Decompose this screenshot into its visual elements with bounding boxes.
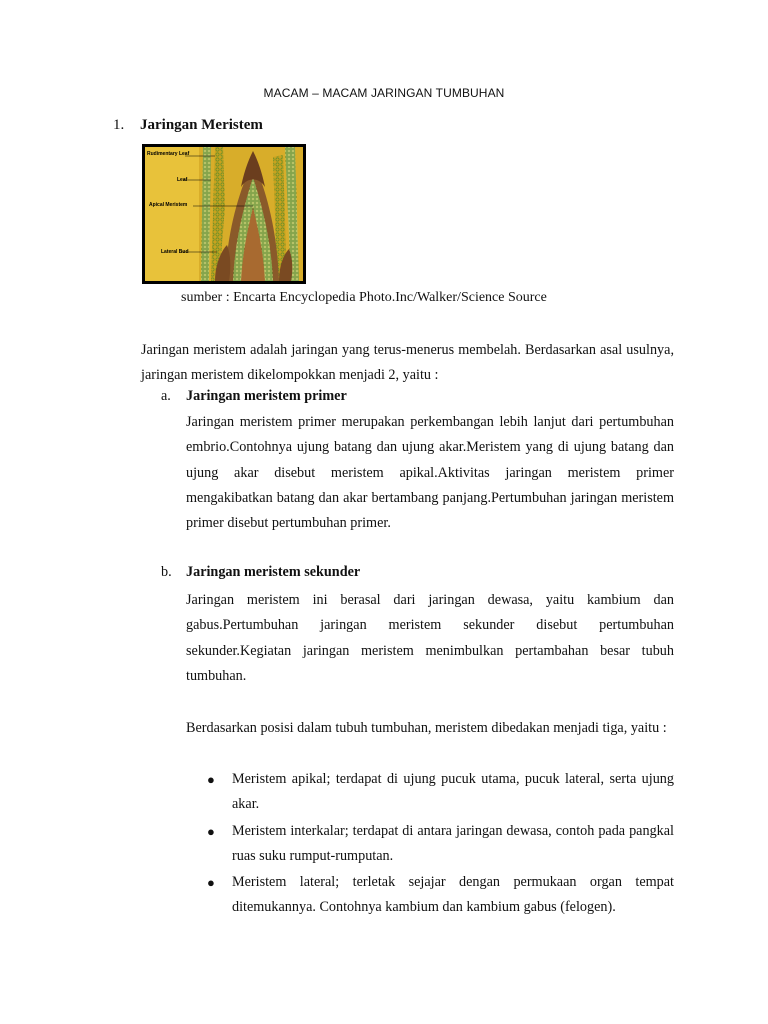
list-item [200,767,674,818]
meristem-position-list [200,767,674,922]
section-title: Jaringan Meristem [140,117,263,133]
subsection-a-heading [161,388,347,405]
list-item [200,819,674,870]
page-title: MACAM – MACAM JARINGAN TUMBUHAN [263,86,505,100]
label-leaf: Leaf [177,177,188,183]
position-intro-paragraph: Berdasarkan posisi dalam tubuh tumbuhan, meristem dibedakan menjadi tiga, yaitu : [186,720,667,736]
meristem-illustration [145,147,303,281]
meristem-figure [142,144,306,284]
subsection-b-title: Jaringan meristem sekunder [186,564,361,580]
subsection-b-heading [161,564,360,581]
list-item-text: Meristem apikal; terdapat di ujung pucuk utama, pucuk lateral, serta ujung akar. [232,771,674,813]
bullet-icon: ● [207,875,215,891]
section-number: 1. [113,117,125,133]
list-item-text: Meristem lateral; terletak sejajar dengan permukaan organ tempat ditemukannya. Contohnya kambium dan kambium gabus (felogen). [232,874,674,916]
subsection-b-label: b. [161,564,172,580]
section-heading [113,117,263,134]
bullet-icon: ● [207,823,215,839]
list-item-text: Meristem interkalar; terdapat di antara jaringan dewasa, contoh pada pangkal ruas suku rumput-rumputan. [232,822,674,864]
intro-paragraph: Jaringan meristem adalah jaringan yang terus-menerus membelah. Berdasarkan asal usulnya, jaringan meristem dikelompokkan menjadi 2, yaitu : [141,342,674,384]
label-lateral-bud: Lateral Bud [161,249,189,255]
label-apical-meristem: Apical Meristem [149,202,188,208]
bullet-icon: ● [207,772,215,787]
subsection-a-label: a. [161,388,171,404]
subsection-a-title: Jaringan meristem primer [186,388,347,404]
figure-source: sumber : Encarta Encyclopedia Photo.Inc/Walker/Science Source [181,290,547,305]
list-item [200,870,674,921]
label-rudimentary-leaf: Rudimentary Leaf [147,151,190,157]
subsection-a-paragraph: Jaringan meristem primer merupakan perkembangan lebih lanjut dari pertumbuhan embrio.Contohnya ujung batang dan ujung akar.Meristem yang di ujung batang dan ujung akar disebut meristem apikal.Aktivitas jaringan meristem primer mengakibatkan batang dan akar bertambang panjang.Pertumbuhan jaringan meristem primer disebut pertumbuhan primer. [186,414,674,532]
subsection-b-paragraph: Jaringan meristem ini berasal dari jaringan dewasa, yaitu kambium dan gabus.Pertumbuhan jaringan meristem sekunder disebut pertumbuhan sekunder.Kegiatan jaringan meristem menimbulkan pertambahan besar tubuh tumbuhan. [186,592,674,684]
